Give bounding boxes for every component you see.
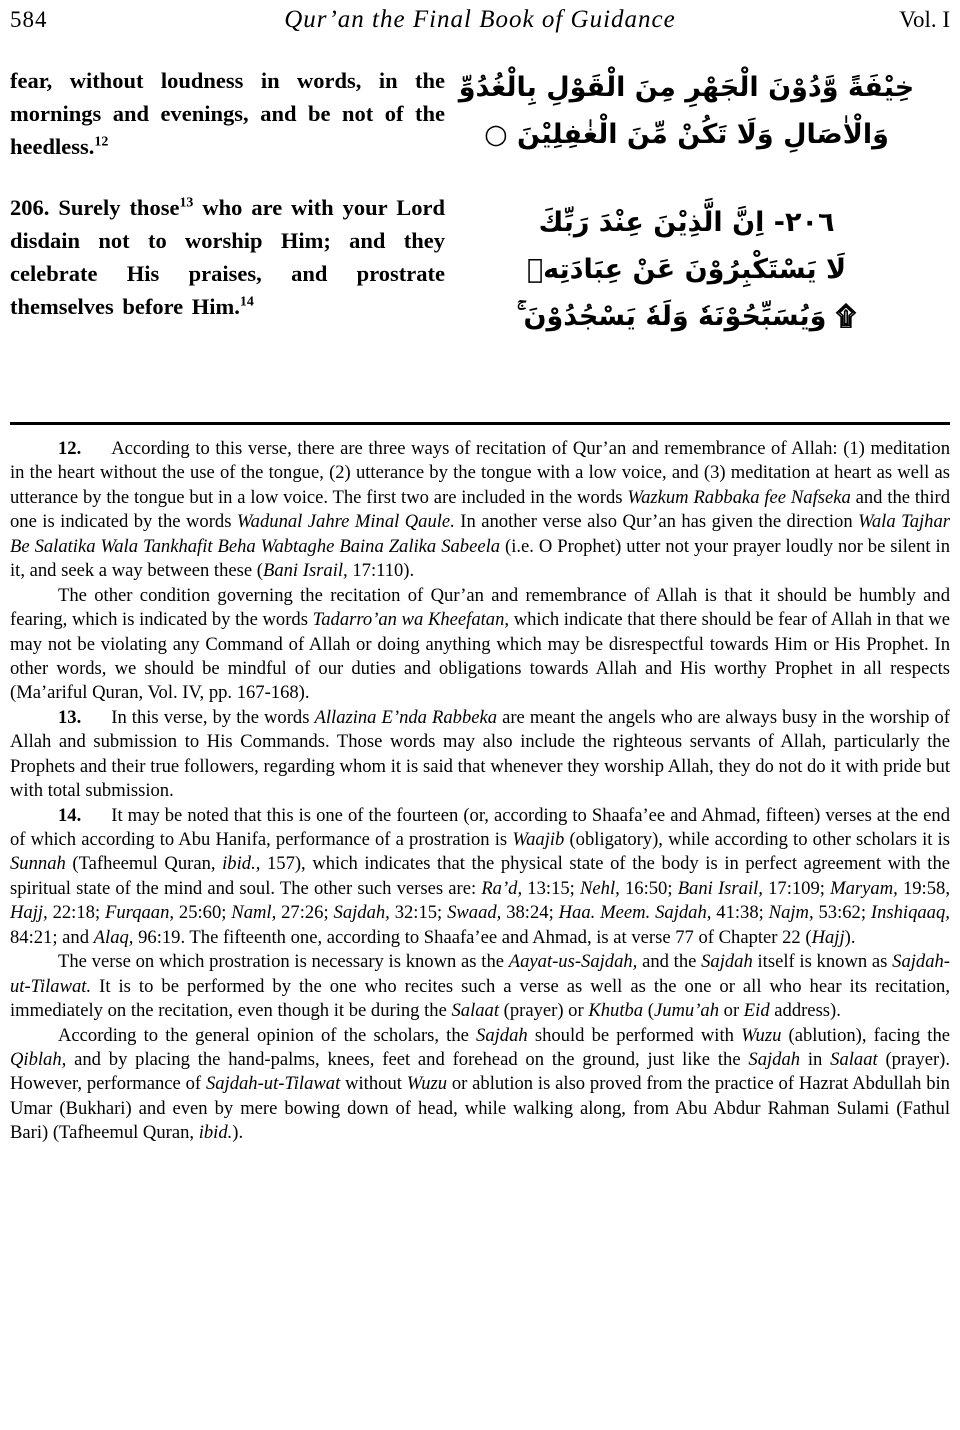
text-run: Wadunal Jahre Minal Qaule. (236, 511, 455, 533)
verse-section (10, 64, 950, 402)
text-run: Hajj (811, 926, 845, 948)
text-run: 53:62; (813, 902, 871, 924)
text-run: (prayer) or (499, 1000, 589, 1022)
text-run: and the third one is indicated by the words (10, 486, 950, 533)
text-run: Haa. Meem. Sajdah, (558, 902, 712, 924)
text-run: 16:50; (619, 877, 678, 899)
text-run: Bani Israil, (262, 560, 348, 582)
text-run: Sajdah (748, 1048, 801, 1070)
text-run: The verse on which prostration is necessary is known as the (58, 951, 509, 973)
arabic-line: لَا يَسْتَكْبِرُوْنَ عَنْ عِبَادَتِهٖ (526, 253, 847, 285)
text-run: or (719, 1000, 744, 1022)
text-run: According to the general opinion of the scholars, the (58, 1024, 477, 1046)
text-run: 13:15; (522, 877, 581, 899)
text-run: Nehl, (580, 877, 620, 899)
text-run: Najm, (768, 902, 814, 924)
footnote-number: 12. (58, 438, 82, 459)
text-run: 38:24; (501, 902, 559, 924)
text-run: ibid., (222, 853, 261, 875)
page-number: 584 (10, 7, 48, 32)
text-run: Inshiqaaq, (870, 902, 950, 924)
text-run: ibid. (198, 1122, 233, 1144)
text-run: ). (844, 926, 856, 948)
footnote-ref: 12 (94, 134, 109, 150)
text-run: Wazkum Rabbaka fee Nafseka (627, 486, 851, 508)
text-run: Wala Tajhar Be Salatika Wala Tankhafit Beha Wabtaghe Baina Zalika Sabeela (10, 511, 951, 557)
footnote-paragraph (10, 584, 950, 706)
text-run: Sajdah, (333, 902, 390, 924)
text-run: Sunnah (10, 853, 66, 875)
footnote-paragraph (10, 1024, 950, 1146)
text-run: 25:60; (174, 902, 232, 924)
text-run: itself is known as (752, 951, 893, 973)
text-run: 32:15; (389, 902, 448, 924)
text-run: Naml, (231, 902, 277, 924)
footnote-number: 14. (58, 804, 82, 826)
text-run: should be performed with (527, 1024, 742, 1046)
text-run: Alaq, (93, 926, 134, 948)
footnotes-section (10, 437, 950, 1146)
text-run: Aayat-us-Sajdah, (508, 951, 638, 973)
text-run: 19:58, (897, 877, 950, 899)
footnote-paragraph (10, 706, 950, 804)
text-run: (i.e. O Prophet) utter not your prayer loudly nor be silent in it, and seek a way between these ( (10, 535, 951, 582)
text-run: According to this verse, there are three ways of recitation of Qur’an and remembrance of Allah: (1) meditation in the heart without the use of the tongue, (2) utterance by the tongue with a low voice, and (3) meditation at heart as well as utterance by the tongue but in a low voice. The first two are included in the words (10, 438, 950, 508)
footnote-ref: 13 (179, 195, 194, 211)
text-run: Salaat (830, 1048, 878, 1070)
text-run: Wuzu (406, 1073, 448, 1095)
text-run: ( (643, 1000, 654, 1022)
text-run: Allazina E’nda Rabbeka (314, 706, 498, 728)
text-run: Swaad, (447, 902, 502, 924)
text-run: Bani Israil, (677, 877, 763, 899)
text-run: who are with your Lord disdain not to worship Him; and they celebrate His praises, and prostrate themselves before Him. (10, 195, 446, 320)
text-run: are meant the angels who are always busy in the worship of Allah and submission to His Commands. Those words may also include the righteous servants of Allah, particularly the Prophets and their true followers, regarding whom it is said that whenever they worship Allah, they do not do it with pride but with total submission. (10, 706, 950, 802)
text-run: Sajdah (701, 951, 753, 973)
volume-label: Vol. I (899, 7, 950, 32)
text-run: and by placing the hand-palms, knees, feet and forehead on the ground, just like the (66, 1048, 749, 1070)
text-run: Hajj, (10, 902, 48, 924)
text-run: 84:21; and (10, 926, 94, 948)
text-run: Sajdah-ut-Tilawat (205, 1073, 341, 1095)
text-run: Tadarro’an wa Kheefatan, (312, 609, 510, 631)
arabic-line: ٢٠٦- اِنَّ الَّذِيْنَ عِنْدَ رَبِّكَ (538, 206, 835, 238)
text-run: Jumu’ah (653, 1000, 719, 1022)
text-run: Furqaan, (104, 902, 175, 924)
text-run: Maryam, (830, 877, 898, 899)
footnote-paragraph (10, 437, 950, 584)
text-run: In this verse, by the words (111, 706, 315, 728)
text-run: Khutba (588, 1000, 644, 1022)
text-run: Qiblah, (10, 1048, 67, 1070)
text-run: 17:110). (347, 560, 415, 582)
arabic-line: خِيْفَةً وَّدُوْنَ الْجَهْرِ مِنَ الْقَوْلِ بِالْغُدُوِّ (458, 72, 915, 103)
text-run: 41:38; (711, 902, 769, 924)
arabic-line: وَالْاٰصَالِ وَلَا تَكُنْ مِّنَ الْغٰفِلِيْنَ ○ (484, 119, 889, 151)
arabic-verse (451, 199, 922, 341)
arabic-column (445, 64, 950, 402)
footnote-divider (10, 422, 950, 425)
text-run: 17:109; (762, 877, 831, 899)
translation-paragraph (10, 191, 445, 323)
translation-paragraph (10, 64, 445, 163)
arabic-line: ۩ وَيُسَبِّحُوْنَهٗ وَلَهٗ يَسْجُدُوْنَ ۚ (516, 301, 857, 332)
text-run: and the (637, 951, 702, 973)
text-run: 157), which indicates that the physical state of the body is in perfect agreement with the spiritual state of the mind and soul. The other such verses are: (10, 853, 951, 899)
arabic-verse (451, 64, 922, 159)
text-run: 22:18; (47, 902, 105, 924)
text-run: Ra’d, (481, 877, 523, 899)
text-run: Eid (743, 1000, 770, 1022)
translation-column (10, 64, 445, 402)
text-run: (obligatory), while according to other scholars it is (564, 829, 950, 850)
text-run: address). (769, 1000, 841, 1022)
text-run: (ablution), facing the (781, 1024, 950, 1046)
footnote-paragraph (10, 804, 950, 951)
page-header (10, 6, 950, 34)
text-run: Sajdah (476, 1024, 528, 1046)
text-run: in (800, 1048, 831, 1070)
text-run: 96:19. The fifteenth one, according to Shaafa’ee and Ahmad, is at verse 77 of Chapter 22 ( (133, 926, 812, 948)
footnote-ref: 14 (239, 294, 254, 310)
footnote-number: 13. (58, 706, 82, 728)
text-run: without (340, 1073, 407, 1095)
text-run: In another verse also Qur’an has given the direction (454, 511, 859, 533)
text-run: fear, without loudness in words, in the mornings and evenings, and be not of the heedless. (10, 68, 445, 160)
text-run: (prayer). However, performance of (10, 1048, 950, 1095)
text-run: Salaat (451, 1000, 500, 1022)
text-run: 27:26; (276, 902, 334, 924)
text-run: The other condition governing the recitation of Qur’an and remembrance of Allah is that it should be humbly and fearing, which is indicated by the words (10, 584, 950, 631)
footnote-paragraph (10, 950, 950, 1023)
page-title: Qur’an the Final Book of Guidance (284, 6, 676, 33)
text-run: 206. Surely those (10, 195, 180, 221)
text-run: or ablution is also proved from the practice of Hazrat Abdullah bin Umar (Bukhari) and even by mere bowing down of head, while walking along, from Abu Abdur Rahman Sulami (Fathul Bari) (Tafheemul Quran, (10, 1073, 950, 1144)
text-run: Wuzu (741, 1024, 782, 1046)
text-run: Waajib (512, 829, 565, 850)
text-run: ). (232, 1122, 244, 1144)
text-run: Sajdah-ut-Tilawat. (10, 951, 950, 997)
text-run: It may be noted that this is one of the fourteen (or, according to Shaafa’ee and Ahmad, fifteen) verses at the end of which according to Abu Hanifa, performance of a prostration is (10, 804, 950, 850)
text-run: (Tafheemul Quran, (65, 853, 223, 875)
text-run: which indicate that there should be fear of Allah in that we may not be violating any Command of Allah or doing anything which may be disrespectful towards Him or His Prophet. In other words, we should be mindful of our duties and obligations towards Allah and His worthy Prophet in all respects (Ma’ariful Quran, Vol. IV, pp. 167-168). (10, 609, 951, 704)
text-run: It is to be performed by the one who recites such a verse as well as the one or all who hear its recitation, immediately on the recitation, even though it be during the (10, 975, 950, 1022)
